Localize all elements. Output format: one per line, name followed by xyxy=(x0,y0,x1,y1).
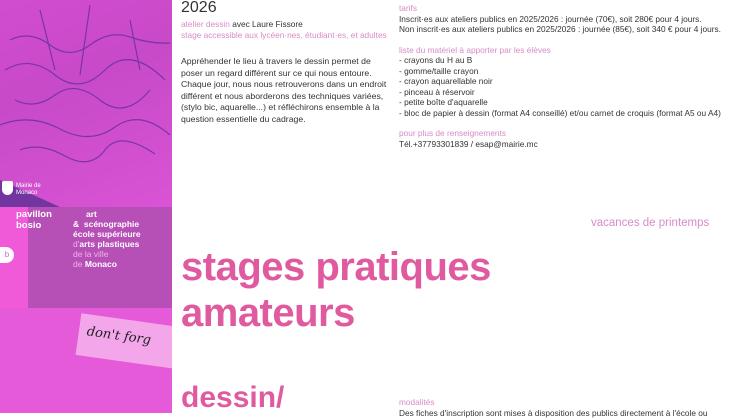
contact-label: pour plus de renseignements xyxy=(399,128,507,138)
list-item: - pinceau à réservoir xyxy=(399,86,475,97)
workshop-info: atelier dessin avec Laure Fissore stage accessible aux lycéen·nes, étudiant·es, et adultes Appréhender le lieu à travers le dessin permet de poser un regard différent sur ce qui nous entoure. Chaque jour, nous nous retrouverons dans un endroit différent et nous aborderons des techniques variées, (stylo bic, aquarelle...) et réfléchirons ensemble à la question essentielle du cadrage. xyxy=(181,19,391,125)
description: Appréhender le lieu à travers le dessin permet de poser un regard différent sur ce qui nous entoure. Chaque jour, nous nous retrouverons dans un endroit différent et nous aborderons des techniques variées, (stylo bic, aquarelle...) et réfléchirons ensemble à la question essentielle du cadrage. xyxy=(181,56,387,124)
paper-note: don't forg xyxy=(76,313,172,369)
list-item: - bloc de papier à dessin (format A4 conseillé) et/ou carnet de croquis (format A5 ou A4) xyxy=(399,107,721,118)
pavillon-bosio-logo: pavillon bosio xyxy=(16,209,52,231)
list-item: - petite boîte d'aquarelle xyxy=(399,97,488,107)
left-image-panel xyxy=(0,0,172,413)
materiel-label: liste du matériel à apporter par les élèves xyxy=(399,44,551,55)
audience: stage accessible aux lycéen·nes, étudiant·es, et adultes xyxy=(181,29,387,40)
list-item: - crayons du H au B xyxy=(399,55,473,65)
contact-text[interactable]: Tél.+37793301839 / esap@mairie.mc xyxy=(399,138,538,149)
page-title: stages pratiques amateurs xyxy=(181,245,491,335)
practical-info: tarifs Inscrit·es aux ateliers publics en 2025/2026 : journée (70€), soit 280€ pour 4 jours. Non inscrit·es aux ateliers publics en 2025/2026 : journée (85€), soit 340 € pour 4 jours. liste du matériel à apporter par les élèves - crayons du H au B - gomme/taille crayon - crayon aquarellable noir - pinceau à réservoir - petite boîte d'aquarelle - bloc de papier à dessin (format A4 conseillé) et/ou carnet de croquis (format A5 ou A4) pour plus de renseignements Tél.+37793301839 / esap@mairie.mc xyxy=(399,3,734,149)
year: 2026 xyxy=(181,0,217,16)
section-title: dessin/ xyxy=(181,381,285,414)
pb-logo-icon: b xyxy=(0,247,14,263)
modalites: modalités Des fiches d'inscription sont mises à disposition des publics directement à l'école ou xyxy=(399,397,708,418)
scribble-photo xyxy=(0,0,172,207)
tarifs-label: tarifs xyxy=(399,3,417,13)
school-logo: art & scénographie école supérieure d'arts plastiques de la ville de Monaco xyxy=(73,209,141,269)
scribble-drawing xyxy=(0,0,172,207)
season-label: vacances de printemps xyxy=(591,217,710,229)
mairie-logo: Mairie de Monaco xyxy=(16,183,41,196)
monaco-crest-icon xyxy=(2,181,13,195)
list-item: - gomme/taille crayon xyxy=(399,65,479,76)
list-item: - crayon aquarellable noir xyxy=(399,76,493,86)
